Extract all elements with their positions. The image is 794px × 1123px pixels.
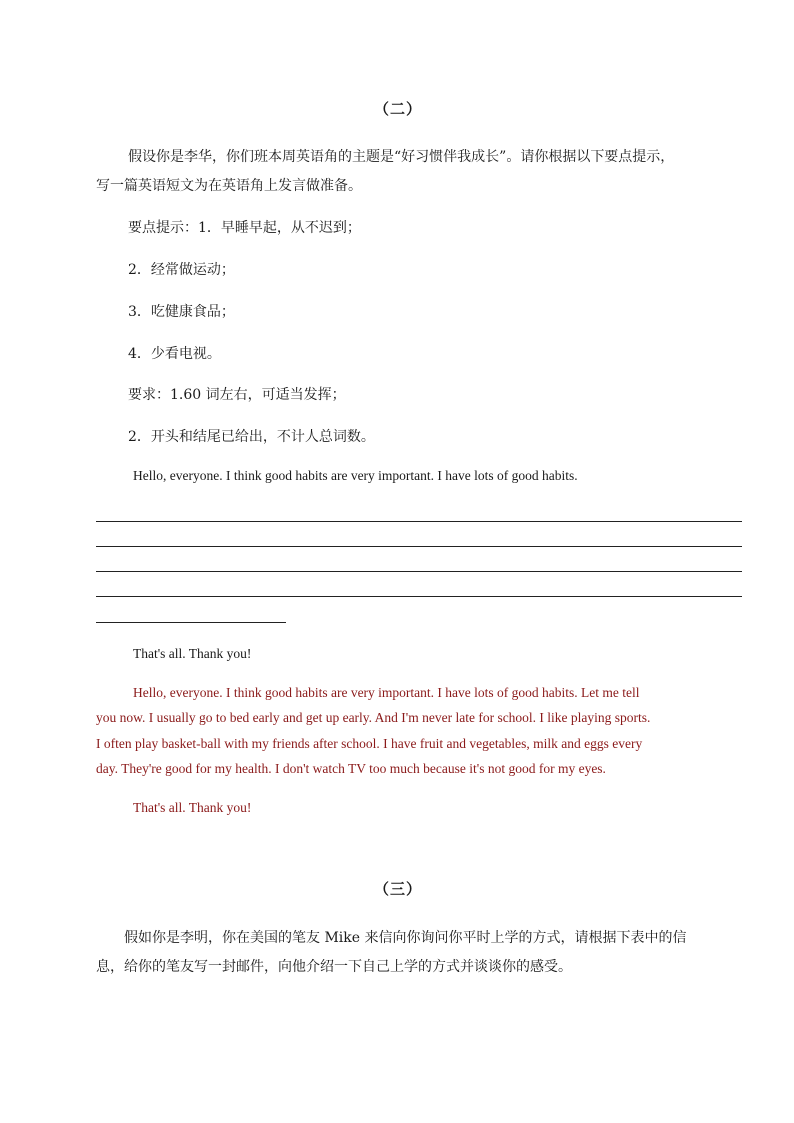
writing-line-5 bbox=[96, 622, 286, 623]
requirement-2: 2．开头和结尾已给出，不计人总词数。 bbox=[128, 429, 375, 445]
writing-line-1 bbox=[96, 521, 742, 522]
section-3-intro-line-1: 假如你是李明，你在美国的笔友 Mike 来信向你询问你平时上学的方式，请根据下表中的信 bbox=[124, 930, 687, 946]
writing-line-2 bbox=[96, 546, 742, 547]
section-3-heading: （三） bbox=[374, 880, 423, 898]
point-1: 要点提示：1．早睡早起，从不迟到； bbox=[128, 220, 361, 236]
essay-opening: Hello, everyone. I think good habits are very important. I have lots of good habits. bbox=[133, 468, 578, 483]
section-2-heading: （二） bbox=[374, 100, 423, 118]
point-4: 4．少看电视。 bbox=[128, 346, 221, 362]
section-3-intro-line-2: 息，给你的笔友写一封邮件，向他介绍一下自己上学的方式并谈谈你的感受。 bbox=[96, 959, 572, 975]
writing-line-4 bbox=[96, 596, 742, 597]
writing-line-3 bbox=[96, 571, 742, 572]
essay-closing: That's all. Thank you! bbox=[133, 646, 252, 661]
point-2: 2．经常做运动； bbox=[128, 262, 235, 278]
answer-closing: That's all. Thank you! bbox=[133, 800, 252, 815]
answer-line-3: I often play basket-ball with my friends after school. I have fruit and vegetables, milk and eggs every bbox=[96, 736, 643, 751]
point-3: 3．吃健康食品； bbox=[128, 304, 235, 320]
requirement-1: 要求：1.60 词左右，可适当发挥； bbox=[128, 387, 346, 403]
answer-line-2: you now. I usually go to bed early and get up early. And I'm never late for school. I like playing sports. bbox=[96, 710, 651, 725]
section-2-intro-line-2: 写一篇英语短文为在英语角上发言做准备。 bbox=[96, 178, 362, 194]
answer-line-4: day. They're good for my health. I don't watch TV too much because it's not good for my eyes. bbox=[96, 761, 606, 776]
section-2-intro-line-1: 假设你是李华，你们班本周英语角的主题是“好习惯伴我成长”。请你根据以下要点提示， bbox=[128, 149, 675, 165]
answer-line-1: Hello, everyone. I think good habits are very important. I have lots of good habits. Let me tell bbox=[133, 685, 640, 700]
